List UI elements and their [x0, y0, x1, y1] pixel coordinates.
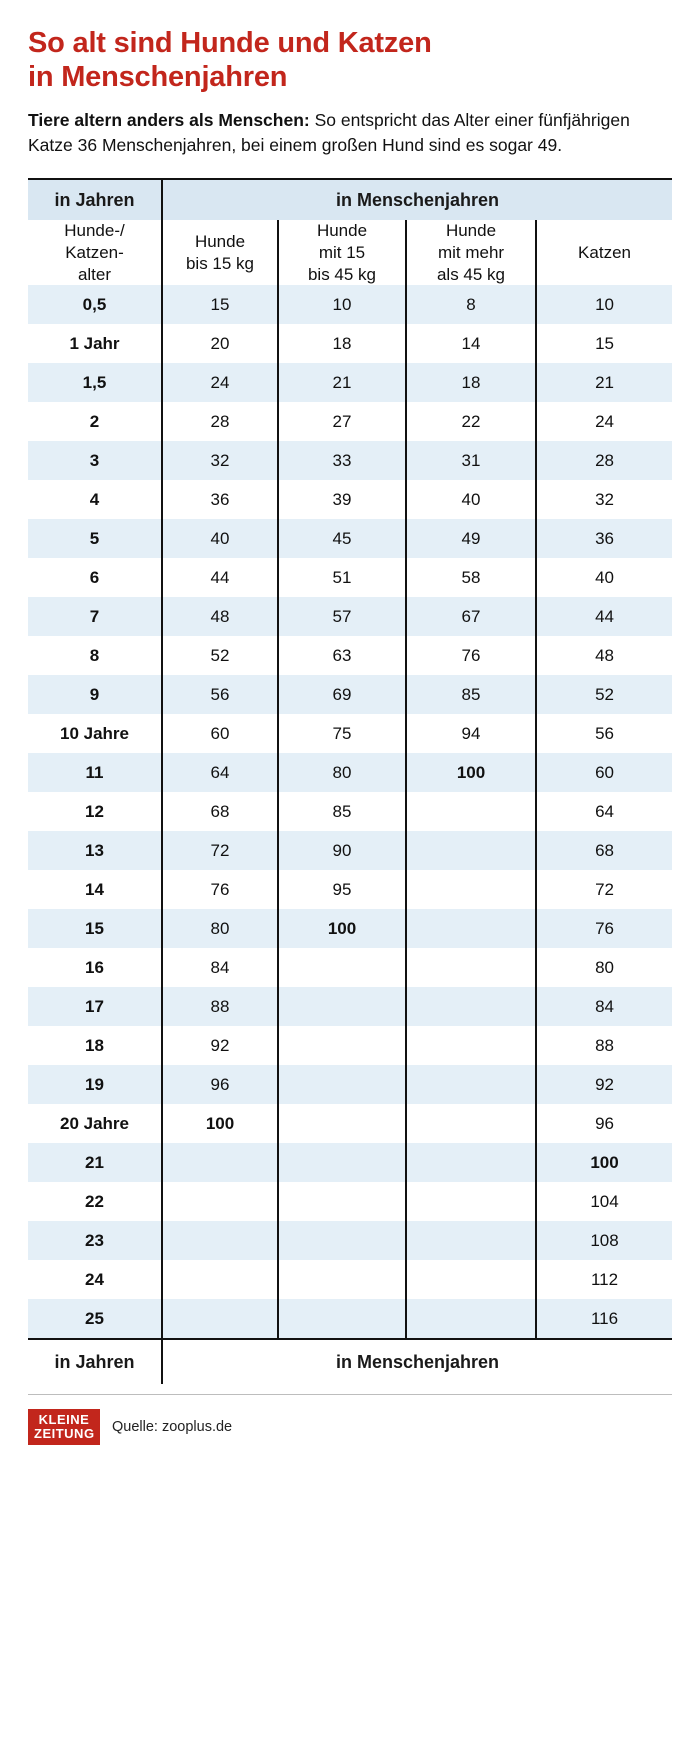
cell-dog-small: 32 — [162, 441, 278, 480]
cell-dog-medium: 18 — [278, 324, 406, 363]
col-header-cat — [536, 220, 672, 285]
cell-dog-medium — [278, 948, 406, 987]
table-column-header-row — [28, 220, 672, 285]
col-header-age-l1: Hunde-/ — [64, 221, 125, 241]
page-title — [28, 26, 672, 94]
cell-cat: 72 — [536, 870, 672, 909]
cell-dog-large — [406, 987, 536, 1026]
cell-age: 21 — [28, 1143, 162, 1182]
table-row — [28, 1026, 672, 1065]
group-header-human-years: in Menschenjahren — [162, 179, 672, 220]
cell-age: 7 — [28, 597, 162, 636]
cell-dog-large — [406, 909, 536, 948]
cell-dog-medium: 100 — [278, 909, 406, 948]
cell-dog-small: 24 — [162, 363, 278, 402]
table-row — [28, 402, 672, 441]
table-group-header-row — [28, 179, 672, 220]
cell-age: 11 — [28, 753, 162, 792]
cell-dog-large: 76 — [406, 636, 536, 675]
cell-dog-medium: 95 — [278, 870, 406, 909]
table-row — [28, 597, 672, 636]
cell-dog-medium — [278, 1026, 406, 1065]
cell-dog-small: 92 — [162, 1026, 278, 1065]
cell-dog-small: 44 — [162, 558, 278, 597]
col-header-dog-medium — [278, 220, 406, 285]
cell-dog-large — [406, 792, 536, 831]
cell-dog-small: 100 — [162, 1104, 278, 1143]
cell-dog-medium: 51 — [278, 558, 406, 597]
cell-cat: 88 — [536, 1026, 672, 1065]
cell-dog-small — [162, 1143, 278, 1182]
cell-dog-medium: 21 — [278, 363, 406, 402]
col-header-dog-small-l1: Hunde — [194, 232, 246, 251]
cell-cat: 44 — [536, 597, 672, 636]
cell-dog-small — [162, 1221, 278, 1260]
cell-dog-medium — [278, 1299, 406, 1339]
table-row — [28, 1221, 672, 1260]
table-row — [28, 1104, 672, 1143]
group-header-years: in Jahren — [28, 179, 162, 220]
cell-age: 9 — [28, 675, 162, 714]
cell-dog-small: 60 — [162, 714, 278, 753]
col-header-age-l2: Katzen- — [65, 242, 124, 262]
cell-cat: 48 — [536, 636, 672, 675]
cell-dog-medium: 80 — [278, 753, 406, 792]
cell-dog-medium: 63 — [278, 636, 406, 675]
table-row — [28, 909, 672, 948]
subtitle — [28, 108, 648, 158]
table-row — [28, 675, 672, 714]
cell-age: 1,5 — [28, 363, 162, 402]
cell-cat: 21 — [536, 363, 672, 402]
cell-dog-medium: 39 — [278, 480, 406, 519]
cell-age: 0,5 — [28, 285, 162, 324]
cell-age: 2 — [28, 402, 162, 441]
table-row — [28, 1299, 672, 1339]
table-row — [28, 636, 672, 675]
cell-dog-medium — [278, 1221, 406, 1260]
cell-dog-small: 20 — [162, 324, 278, 363]
table-row — [28, 1143, 672, 1182]
cell-dog-large — [406, 1026, 536, 1065]
cell-dog-medium: 27 — [278, 402, 406, 441]
cell-cat: 36 — [536, 519, 672, 558]
cell-age: 8 — [28, 636, 162, 675]
cell-dog-large — [406, 1065, 536, 1104]
cell-age: 25 — [28, 1299, 162, 1339]
title-line-2: in Menschenjahren — [28, 61, 288, 94]
cell-dog-large — [406, 1143, 536, 1182]
col-header-dog-medium-l2: mit 15 — [318, 242, 366, 262]
subtitle-lead: Tiere altern anders als Menschen: — [28, 110, 310, 131]
cell-dog-medium — [278, 1182, 406, 1221]
footer-divider — [28, 1394, 672, 1395]
cell-dog-medium: 85 — [278, 792, 406, 831]
cell-dog-medium: 33 — [278, 441, 406, 480]
age-conversion-table — [28, 178, 672, 1384]
logo-line-1: KLEINE — [38, 1412, 90, 1428]
cell-age: 14 — [28, 870, 162, 909]
cell-age: 24 — [28, 1260, 162, 1299]
cell-age: 1 Jahr — [28, 324, 162, 363]
cell-dog-small: 76 — [162, 870, 278, 909]
cell-cat: 100 — [536, 1143, 672, 1182]
cell-dog-large — [406, 1299, 536, 1339]
cell-dog-medium — [278, 1143, 406, 1182]
cell-age: 5 — [28, 519, 162, 558]
source-note: Quelle: zooplus.de — [112, 1419, 233, 1436]
table-row — [28, 480, 672, 519]
cell-age: 19 — [28, 1065, 162, 1104]
cell-dog-large: 58 — [406, 558, 536, 597]
cell-dog-small: 88 — [162, 987, 278, 1026]
cell-dog-large — [406, 1260, 536, 1299]
cell-cat: 64 — [536, 792, 672, 831]
cell-cat: 92 — [536, 1065, 672, 1104]
cell-dog-small: 84 — [162, 948, 278, 987]
cell-dog-small — [162, 1260, 278, 1299]
table-row — [28, 1065, 672, 1104]
cell-dog-small: 28 — [162, 402, 278, 441]
cell-dog-small: 72 — [162, 831, 278, 870]
cell-dog-small: 15 — [162, 285, 278, 324]
cell-dog-medium: 57 — [278, 597, 406, 636]
cell-cat: 10 — [536, 285, 672, 324]
cell-dog-small: 96 — [162, 1065, 278, 1104]
cell-dog-small: 40 — [162, 519, 278, 558]
cell-dog-small: 56 — [162, 675, 278, 714]
cell-cat: 32 — [536, 480, 672, 519]
col-header-age-l3: alter — [77, 264, 112, 284]
cell-cat: 56 — [536, 714, 672, 753]
cell-dog-large — [406, 1104, 536, 1143]
cell-dog-small — [162, 1182, 278, 1221]
cell-age: 12 — [28, 792, 162, 831]
table-row — [28, 1182, 672, 1221]
cell-dog-medium — [278, 1260, 406, 1299]
table-row — [28, 831, 672, 870]
table-footer-row — [28, 1339, 672, 1384]
cell-age: 15 — [28, 909, 162, 948]
table-row — [28, 441, 672, 480]
cell-dog-large — [406, 870, 536, 909]
col-header-age — [28, 220, 162, 285]
col-header-dog-large-l3: als 45 kg — [436, 264, 506, 284]
table-row — [28, 558, 672, 597]
cell-cat: 28 — [536, 441, 672, 480]
cell-dog-large: 8 — [406, 285, 536, 324]
cell-cat: 15 — [536, 324, 672, 363]
cell-dog-large: 22 — [406, 402, 536, 441]
cell-dog-small — [162, 1299, 278, 1339]
cell-dog-large: 85 — [406, 675, 536, 714]
cell-dog-small: 64 — [162, 753, 278, 792]
table-row — [28, 285, 672, 324]
cell-age: 17 — [28, 987, 162, 1026]
col-header-cat-l1: Katzen — [578, 242, 631, 262]
cell-age: 20 Jahre — [28, 1104, 162, 1143]
cell-dog-large — [406, 948, 536, 987]
cell-age: 22 — [28, 1182, 162, 1221]
table-row — [28, 870, 672, 909]
col-header-dog-small — [162, 220, 278, 285]
cell-dog-small: 48 — [162, 597, 278, 636]
col-header-dog-large-l2: mit mehr — [437, 242, 505, 262]
table-row — [28, 987, 672, 1026]
cell-dog-large: 18 — [406, 363, 536, 402]
cell-age: 10 Jahre — [28, 714, 162, 753]
logo-line-2: ZEITUNG — [34, 1426, 95, 1442]
cell-dog-medium — [278, 1104, 406, 1143]
footer-label-years: in Jahren — [28, 1339, 162, 1384]
cell-dog-large: 49 — [406, 519, 536, 558]
cell-cat: 104 — [536, 1182, 672, 1221]
table-row — [28, 948, 672, 987]
footer — [28, 1409, 672, 1444]
cell-dog-large — [406, 1221, 536, 1260]
cell-age: 3 — [28, 441, 162, 480]
kleine-zeitung-logo — [28, 1409, 100, 1444]
cell-dog-large: 31 — [406, 441, 536, 480]
cell-cat: 80 — [536, 948, 672, 987]
cell-dog-small: 80 — [162, 909, 278, 948]
table-row — [28, 519, 672, 558]
table-row — [28, 753, 672, 792]
cell-dog-small: 68 — [162, 792, 278, 831]
cell-cat: 116 — [536, 1299, 672, 1339]
cell-dog-small: 52 — [162, 636, 278, 675]
cell-age: 18 — [28, 1026, 162, 1065]
cell-dog-medium: 10 — [278, 285, 406, 324]
col-header-dog-medium-l3: bis 45 kg — [307, 264, 377, 284]
cell-dog-large — [406, 831, 536, 870]
cell-cat: 52 — [536, 675, 672, 714]
table-row — [28, 1260, 672, 1299]
cell-age: 4 — [28, 480, 162, 519]
subtitle-rest: So entspricht das Alter einer fünfjährigen Katze 36 Menschenjahren, bei einem großen Hund sind es sogar 49. — [28, 110, 630, 156]
col-header-dog-small-l2: bis 15 kg — [185, 253, 255, 273]
footer-label-human-years: in Menschenjahren — [162, 1339, 672, 1384]
cell-dog-large: 67 — [406, 597, 536, 636]
col-header-dog-large — [406, 220, 536, 285]
title-line-1: So alt sind Hunde und Katzen — [28, 27, 432, 59]
cell-dog-large: 100 — [406, 753, 536, 792]
cell-dog-large: 40 — [406, 480, 536, 519]
cell-age: 16 — [28, 948, 162, 987]
cell-cat: 60 — [536, 753, 672, 792]
cell-cat: 84 — [536, 987, 672, 1026]
cell-cat: 40 — [536, 558, 672, 597]
cell-cat: 68 — [536, 831, 672, 870]
cell-dog-large — [406, 1182, 536, 1221]
cell-dog-small: 36 — [162, 480, 278, 519]
table-row — [28, 714, 672, 753]
cell-age: 6 — [28, 558, 162, 597]
col-header-dog-medium-l1: Hunde — [316, 221, 368, 241]
col-header-dog-large-l1: Hunde — [445, 221, 497, 241]
table-row — [28, 363, 672, 402]
cell-cat: 24 — [536, 402, 672, 441]
table-row — [28, 324, 672, 363]
table-row — [28, 792, 672, 831]
cell-dog-medium: 90 — [278, 831, 406, 870]
cell-age: 23 — [28, 1221, 162, 1260]
cell-dog-large: 94 — [406, 714, 536, 753]
cell-cat: 96 — [536, 1104, 672, 1143]
cell-dog-medium: 75 — [278, 714, 406, 753]
cell-dog-large: 14 — [406, 324, 536, 363]
cell-cat: 108 — [536, 1221, 672, 1260]
cell-dog-medium — [278, 1065, 406, 1104]
cell-cat: 76 — [536, 909, 672, 948]
cell-dog-medium: 45 — [278, 519, 406, 558]
cell-dog-medium: 69 — [278, 675, 406, 714]
cell-dog-medium — [278, 987, 406, 1026]
cell-age: 13 — [28, 831, 162, 870]
cell-cat: 112 — [536, 1260, 672, 1299]
